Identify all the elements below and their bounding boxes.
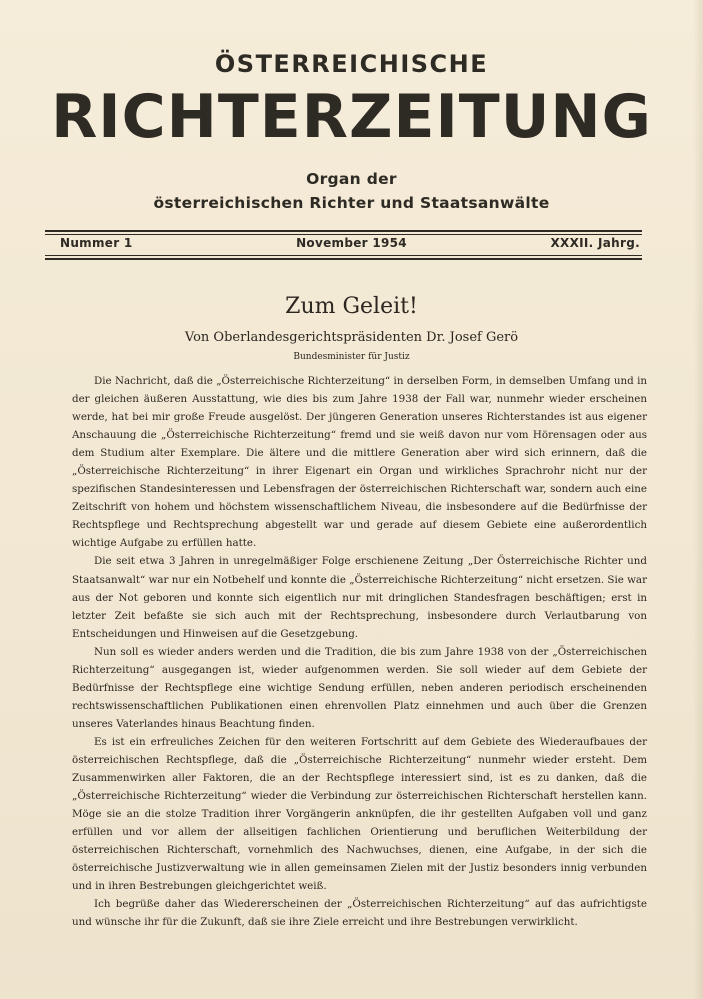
article-paragraph: Ich begrüße daher das Wiedererscheinen der „Österreichischen Richterzeitung“ auf das aufrichtigste und wünsche ihr für die Zukunft, daß sie ihre Ziele erreicht und ihre Bestrebungen verwirklicht. — [72, 898, 647, 929]
article-paragraph: Nun soll es wieder anders werden und die Tradition, die bis zum Jahre 1938 von der „Österreichischen Richterzeitung“ ausgegangen ist, wieder aufgenommen werden. Sie soll wieder auf dem Gebiete der Bedürfnisse der Rechtspflege eine wichtige Sendung erfüllen, neben anderen periodisch erscheinenden rechtswissenschaftlichen Publikationen einen ehrenvollen Platz einnehmen und auch über die Grenzen unseres Vaterlandes hinaus Beachtung finden. — [72, 645, 647, 730]
article-paragraph: Die Nachricht, daß die „Österreichische Richterzeitung“ in derselben Form, in demselben Umfang und in der gleichen äußeren Ausstattung, wie dies bis zum Jahre 1938 der Fall war, nunmehr wieder erscheinen werde, hat bei mir große Freude ausgelöst. Der jüngeren Generation unseres Richterstandes ist aus eigener Anschauung die „Österreichische Richterzeitung“ fremd und sie weiß davon nur vom Hörensagen oder aus dem Studium alter Exemplare. Die ältere und die mittlere Generation aber wird sich erinnern, daß die „Österreichische Richterzeitung“ in ihrer Eigenart ein Organ und wirkliches Sprachrohr nicht nur der spezifischen Standesinteressen und Lebensfragen der österreichischen Richterschaft war, sondern auch eine Zeitschrift von hohem und höchstem wissenschaftlichem Niveau, die insbesondere auf die Bedürfnisse der Rechtspflege und Rechtsprechung abgestellt war und gerade auf diesem Gebiete eine außerordentlich wichtige Aufgabe zu erfüllen hatte. — [72, 375, 647, 550]
issue-number: Nummer 1 — [60, 236, 133, 250]
article-title: Zum Geleit! — [285, 294, 418, 319]
article-paragraph: Die seit etwa 3 Jahren in unregelmäßiger Folge erschienene Zeitung „Der Österreichische Richter und Staatsanwalt“ war nur ein Notbehelf und konnte die „Österreichische Richterzeitung“ nicht ersetzen. Sie war aus der Not geboren und konnte sich eigentlich nur mit dringlichen Standesfragen beschäftigen; erst in letzter Zeit befaßte sie sich auch mit der Rechtsprechung, insbesondere durch Verlautbarung von Entscheidungen und Hinweisen auf die Gesetzgebung. — [72, 555, 647, 640]
article-body — [72, 372, 647, 931]
issue-rule-bottom-thin — [45, 255, 642, 256]
issue-volume: XXXII. Jahrg. — [550, 236, 640, 250]
issue-date: November 1954 — [296, 236, 407, 250]
masthead-overline: ÖSTERREICHISCHE — [214, 50, 489, 78]
article-byline: Von Oberlandesgerichtspräsidenten Dr. Josef Gerö — [184, 330, 519, 345]
issue-rule-top-thin — [45, 234, 642, 235]
issue-rule-bottom-thick — [45, 258, 642, 260]
issue-rule-top-thick — [45, 230, 642, 232]
masthead-subtitle-line2: österreichischen Richter und Staatsanwälte — [153, 194, 550, 212]
article-paragraph: Es ist ein erfreuliches Zeichen für den weiteren Fortschritt auf dem Gebiete des Wiederaufbaues der österreichischen Rechtspflege, daß die „Österreichische Richterzeitung“ nunmehr wieder ersteht. Dem Zusammenwirken aller Faktoren, die an der Rechtspflege interessiert sind, ist es zu danken, daß die „Österreichische Richterzeitung“ wieder die Verbindung zur österreichischen Richterschaft herstellen kann. Möge sie an die stolze Tradition ihrer Vorgängerin anknüpfen, die ihr gestellten Aufgaben voll und ganz erfüllen und vor allem der allseitigen fachlichen Orientierung und beruflichen Weiterbildung der österreichischen Richterschaft, vornehmlich des Nachwuchses, dienen, eine Aufgabe, in der sich die österreichische Justizverwaltung wie in allen gemeinsamen Zielen mit der Justiz besonders innig verbunden und in ihren Bestrebungen gleichgerichtet weiß. — [72, 735, 647, 893]
author-role: Bundesminister für Justiz — [293, 352, 410, 362]
masthead-title: RICHTERZEITUNG — [51, 82, 652, 152]
masthead-subtitle-line1: Organ der — [306, 170, 397, 188]
